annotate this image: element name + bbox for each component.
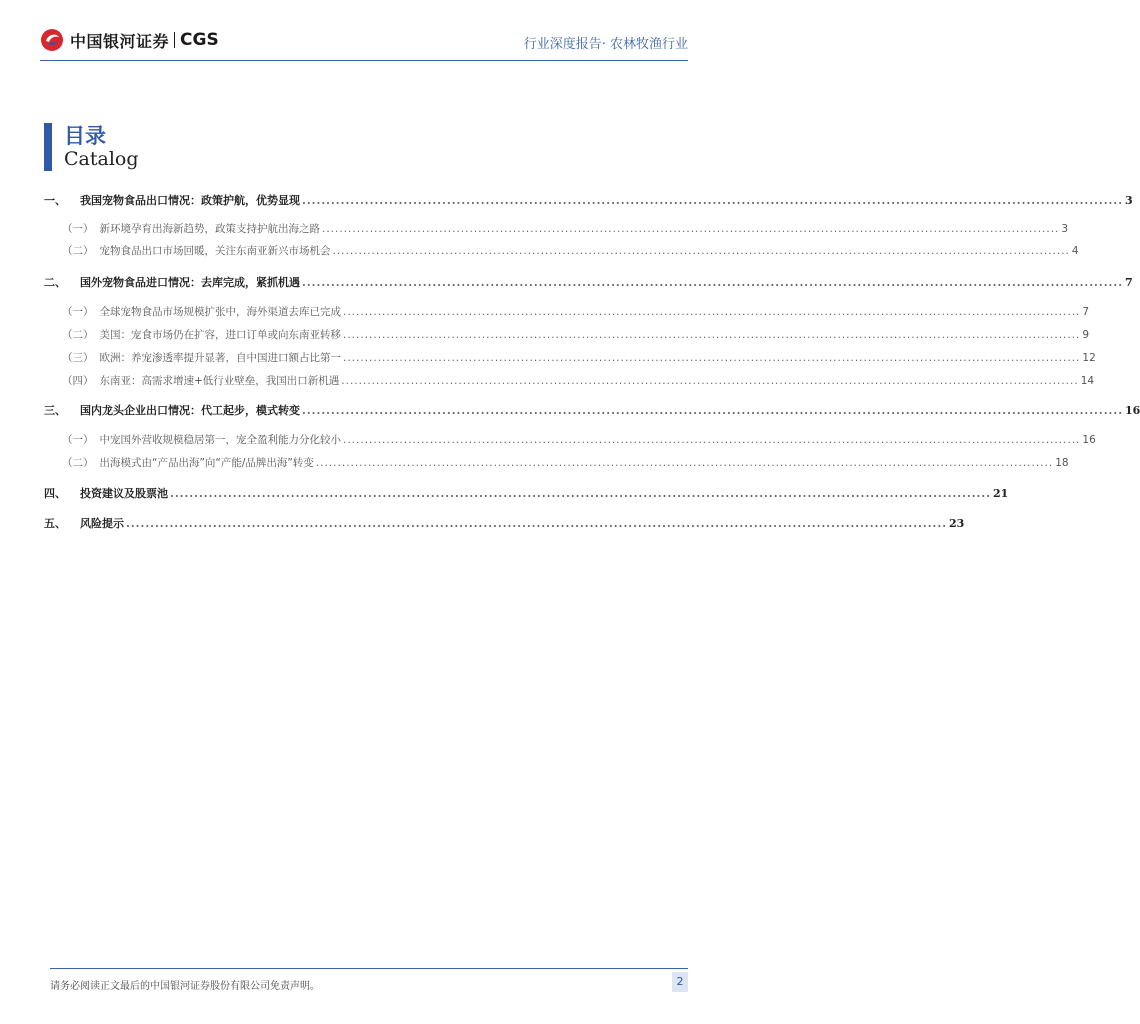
header-divider — [40, 60, 688, 61]
toc-entry-number: 一、 — [44, 194, 66, 207]
toc-leader-dots: .......................................................................................................................................................................... — [322, 223, 1060, 235]
toc-entry-number: 三、 — [44, 404, 66, 417]
toc-entry-number: 二、 — [44, 276, 66, 289]
toc-entry-title: 我国宠物食品出口情况：政策护航，优势显现 — [80, 194, 300, 207]
toc-entry-number: 五、 — [44, 517, 66, 530]
logo-divider — [174, 32, 175, 48]
cgs-logo-icon — [40, 28, 64, 52]
toc-entry-page: 16 — [1125, 404, 1140, 417]
toc-entry-page: 12 — [1082, 352, 1096, 364]
toc-leader-dots: .......................................................................................................................................................................... — [302, 276, 1124, 289]
toc-entry-title: 中宠国外营收规模稳居第一，宠全盈利能力分化较小 — [99, 434, 341, 446]
toc-entry-number: （一） — [62, 223, 94, 235]
toc-entry-page: 3 — [1061, 223, 1069, 235]
toc-entry-page: 7 — [1125, 276, 1133, 289]
toc-entry-section[interactable] — [44, 274, 1133, 290]
toc-leader-dots: .......................................................................................................................................................................... — [343, 329, 1081, 341]
toc-leader-dots: .......................................................................................................................................................................... — [126, 517, 948, 530]
toc-entry-subsection[interactable] — [44, 455, 1069, 470]
toc-leader-dots: .......................................................................................................................................................................... — [315, 457, 1054, 469]
toc-entry-page: 4 — [1071, 245, 1079, 257]
toc-entry-section[interactable] — [44, 402, 1140, 418]
disclaimer-text: 请务必阅读正文最后的中国银河证券股份有限公司免责声明。 — [50, 981, 320, 992]
toc-entry-page: 21 — [993, 487, 1009, 500]
toc-entry-number: （二） — [62, 457, 94, 469]
toc-entry-section[interactable] — [44, 515, 965, 531]
toc-entry-title: 出海模式由“产品出海”向“产能/品牌出海”转变 — [99, 457, 314, 469]
toc-leader-dots: .......................................................................................................................................................................... — [341, 375, 1079, 387]
toc-entry-title: 东南亚：高需求增速+低行业壁垒，我国出口新机遇 — [99, 375, 340, 387]
toc-entry-title: 全球宠物食品市场规模扩张中，海外渠道去库已完成 — [99, 306, 341, 318]
toc-entry-title: 宠物食品出口市场回暖，关注东南亚新兴市场机会 — [99, 245, 331, 257]
report-category: 行业深度报告· 农林牧渔行业 — [523, 37, 688, 52]
toc-entry-page: 18 — [1055, 457, 1069, 469]
toc-entry-page: 16 — [1082, 434, 1096, 446]
page-number: 2 — [672, 972, 688, 992]
footer-divider — [50, 968, 688, 969]
toc-entry-page: 7 — [1082, 306, 1090, 318]
toc-entry-subsection[interactable] — [44, 221, 1069, 236]
toc-leader-dots: .......................................................................................................................................................................... — [170, 487, 992, 500]
page-header — [0, 0, 724, 70]
toc-entry-number: （二） — [62, 329, 94, 341]
toc-entry-title: 国内龙头企业出口情况：代工起步，模式转变 — [80, 404, 300, 417]
toc-entry-page: 3 — [1125, 194, 1133, 207]
toc-entry-title: 风险提示 — [80, 517, 124, 530]
cgs-logo — [40, 28, 219, 52]
toc-entry-subsection[interactable] — [44, 350, 1096, 365]
toc-leader-dots: .......................................................................................................................................................................... — [343, 434, 1081, 446]
toc-entry-page: 14 — [1080, 375, 1095, 387]
toc-leader-dots: .......................................................................................................................................................................... — [343, 306, 1081, 318]
toc-entry-page: 23 — [949, 517, 965, 530]
toc-entry-number: （四） — [62, 375, 94, 387]
toc-entry-subsection[interactable] — [44, 243, 1079, 258]
toc-entry-title: 新环境孕育出海新趋势，政策支持护航出海之路 — [99, 223, 320, 235]
toc-entry-title: 国外宠物食品进口情况：去库完成，紧抓机遇 — [80, 276, 300, 289]
toc-entry-number: （二） — [62, 245, 94, 257]
toc-entry-section[interactable] — [44, 485, 1009, 501]
toc-leader-dots: .......................................................................................................................................................................... — [302, 404, 1124, 417]
toc-entry-title: 欧洲：养宠渗透率提升显著，自中国进口额占比第一 — [99, 352, 341, 364]
catalog-subtitle: Catalog — [64, 148, 139, 170]
toc-entry-number: （三） — [62, 352, 94, 364]
toc-entry-subsection[interactable] — [44, 327, 1090, 342]
toc-entry-number: （一） — [62, 434, 94, 446]
toc-entry-number: （一） — [62, 306, 94, 318]
toc-leader-dots: .......................................................................................................................................................................... — [302, 194, 1124, 207]
toc-entry-page: 9 — [1082, 329, 1090, 341]
toc-entry-subsection[interactable] — [44, 304, 1090, 319]
catalog-title: 目录 — [64, 123, 106, 148]
toc-entry-number: 四、 — [44, 487, 66, 500]
logo-english-name: CGS — [180, 30, 219, 50]
toc-leader-dots: .......................................................................................................................................................................... — [343, 352, 1081, 364]
toc-entry-section[interactable] — [44, 192, 1133, 208]
toc-entry-title: 投资建议及股票池 — [80, 487, 168, 500]
toc-leader-dots: .......................................................................................................................................................................... — [332, 245, 1070, 257]
toc-entry-subsection[interactable] — [44, 432, 1096, 447]
toc-entry-title: 美国：宠食市场仍在扩容，进口订单或向东南亚转移 — [99, 329, 341, 341]
toc-entry-subsection[interactable] — [44, 373, 1095, 388]
logo-chinese-name: 中国银河证券 — [70, 31, 170, 51]
catalog-accent-bar — [44, 123, 52, 171]
